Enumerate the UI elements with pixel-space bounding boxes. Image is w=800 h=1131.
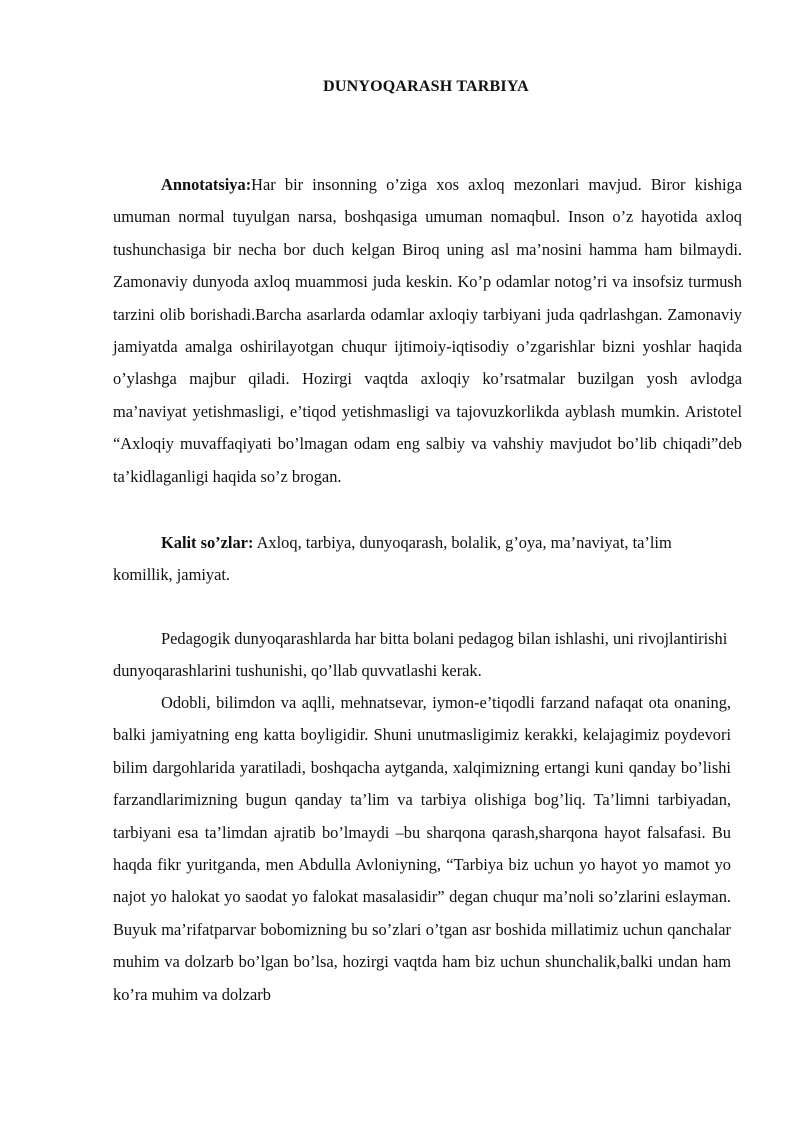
keywords-section (113, 527, 742, 592)
annotation-label: Annotatsiya: (161, 175, 252, 194)
document-title: DUNYOQARASH TARBIYA (323, 78, 529, 95)
body-paragraph-1: Pedagogik dunyoqarashlarda har bitta bolani pedagog bilan ishlashi, uni rivojlantirishi dunyoqarashlarini tushunishi, qo’llab quvvatlashi kerak. (113, 629, 728, 681)
keywords-paragraph (113, 527, 731, 592)
keywords-text: Axloq, tarbiya, dunyoqarash, bolalik, g’oya, ma’naviyat, ta’lim komillik, jamiyat. (113, 533, 672, 585)
annotation-text: Har bir insonning o’ziga xos axloq mezonlari mavjud. Biror kishiga umuman normal tuyulgan narsa, boshqasiga umuman nomaqbul. Inson o’z hayotida axloq tushunchasiga bir necha bor duch kelgan Biroq uning asl ma’nosini hamma ham bilmaydi. Zamonaviy dunyoda axloq muammosi juda keskin. Ko’p odamlar notog’ri va insofsiz turmush tarzini olib borishadi.Barcha asarlarda odamlar axloqiy tarbiyani juda qadrlashgan. Zamonaviy jamiyatda amalga oshirilayotgan chuqur ijtimoiy-iqtisodiy o’zgarishlar bizni yoshlar haqida o’ylashga majbur qiladi. Hozirgi vaqtda axloqiy ko’rsatmalar buzilgan yosh avlodga ma’naviyat yetishmasligi, e’tiqod yetishmasligi va tajovuzkorlikda ayblash mumkin. Aristotel “Axloqiy muvaffaqiyati bo’lmagan odam eng salbiy va vahshiy mavjudot bo’lib chiqadi”deb ta’kidlaganligi haqida so’z brogan. (113, 175, 742, 486)
annotation-section (113, 169, 742, 493)
body-section-1 (113, 623, 742, 688)
body-paragraph-2: Odobli, bilimdon va aqlli, mehnatsevar, iymon-e’tiqodli farzand nafaqat ota onaning, balki jamiyatning eng katta boyligidir. Shuni unutmasligimiz kerakki, kelajagimiz poydevori bilim dargohlarida yaratiladi, boshqacha aytganda, xalqimizning ertangi kuni qanday bo’lishi farzandlarimizning bugun qanday ta’lim va tarbiya olishiga bog’liq. Ta’limni tarbiyadan, tarbiyani esa ta’limdan ajratib bo’lmaydi –bu sharqona qarash,sharqona hayot falsafasi. Bu haqda fikr yuritganda, men Abdulla Avloniyning, “Tarbiya biz uchun yo hayot yo mamot yo najot yo halokat yo saodat yo falokat masalasidir” degan chuqur ma’noli so’zlarini eslayman. Buyuk ma’rifatparvar bobomizning bu so’zlari o’tgan asr boshida millatimiz uchun qanchalar muhim va dolzarb bo’lgan bo’lsa, hozirgi vaqtda ham biz uchun shunchalik,balki undan ham ko’ra muhim va dolzarb (113, 693, 731, 1004)
annotation-paragraph (113, 169, 742, 493)
keywords-label: Kalit so’zlar: (161, 533, 254, 552)
body-section-2 (113, 687, 742, 1011)
